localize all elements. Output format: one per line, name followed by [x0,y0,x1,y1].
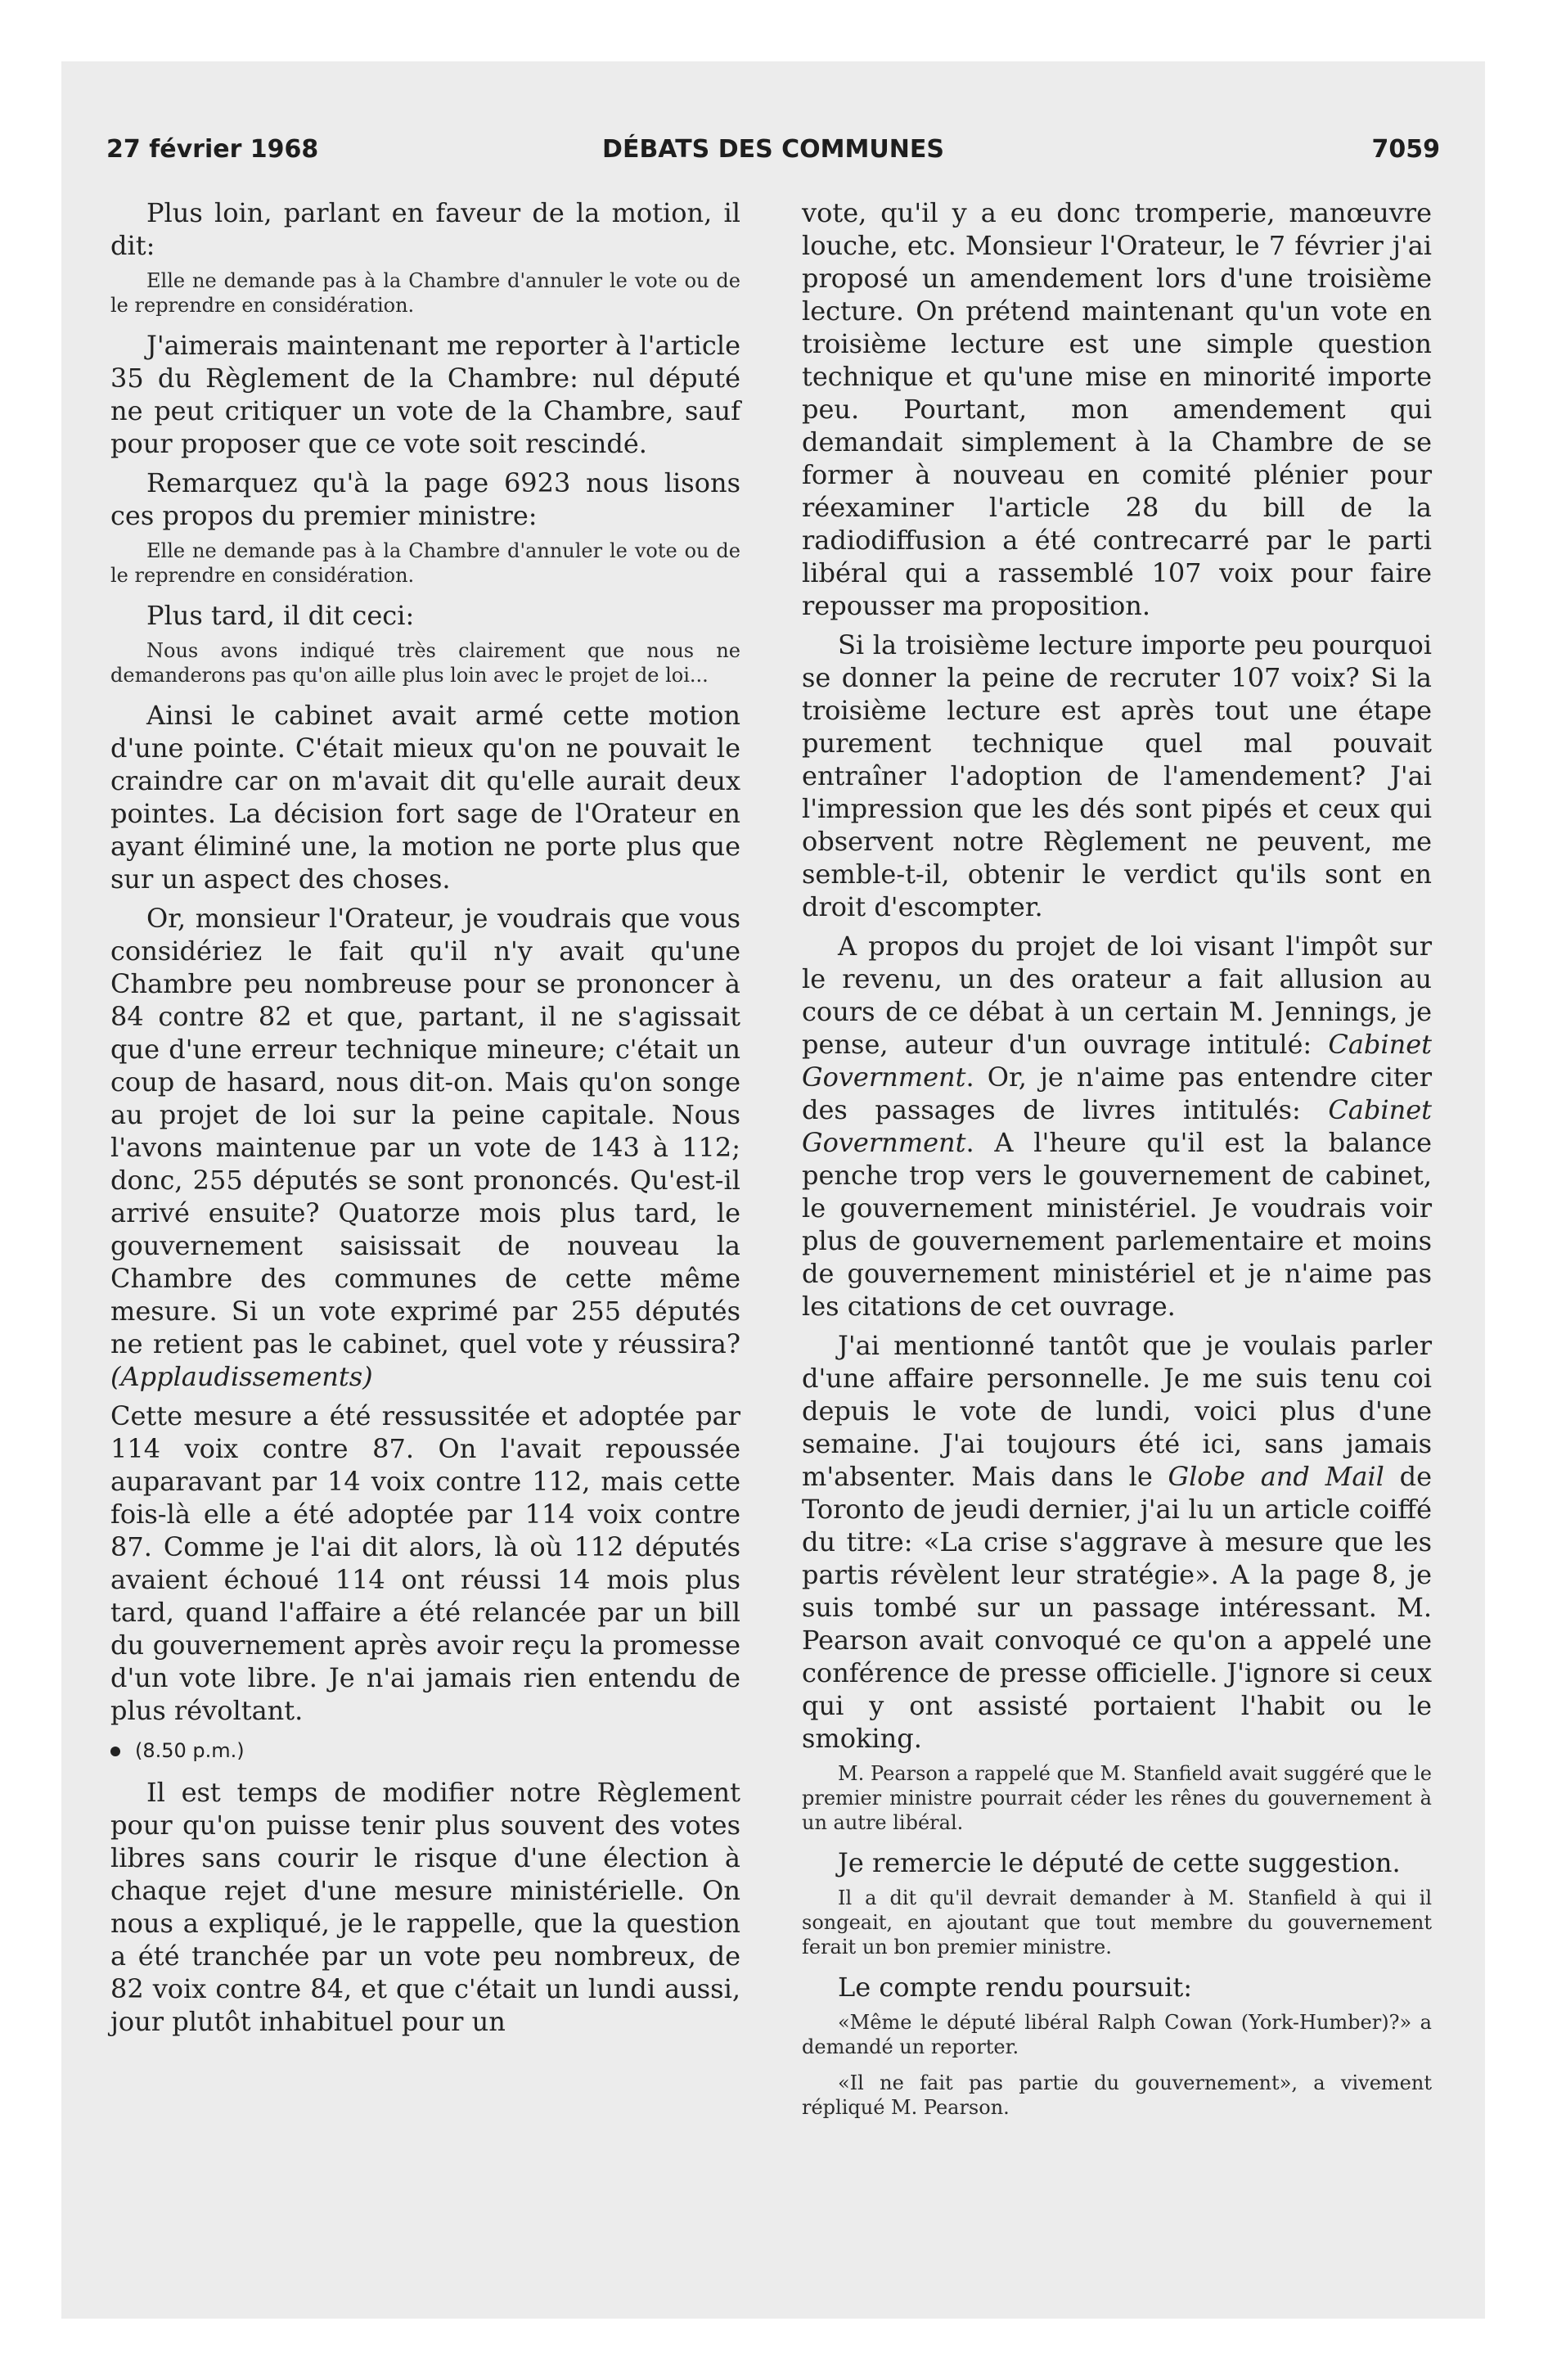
paragraph: Il est temps de modifier notre Règlement pour qu'on puisse tenir plus souvent des votes libres sans courir le risque d'une élection à chaque rejet d'une mesure ministérielle. On nous a expliqué, je le rappelle, que la question a été tranchée par un vote peu nombreux, de 82 voix contre 84, et que c'était un lundi aussi, jour plutôt inhabituel pour un [110,1777,740,2037]
paragraph-text: . Or, je n'aime pas entendre citer des passages de livres intitulés: [802,1062,1432,1125]
right-column [802,196,1432,2131]
timestamp [110,1738,740,1763]
book-title: Cabinet Government [802,1029,1433,1093]
quotation: Elle ne demande pas à la Chambre d'annuler le vote ou de le reprendre en considération. [110,269,740,317]
timestamp-text: (8.50 p.m.) [135,1739,245,1762]
applause-note: (Applaudissements) [110,1361,373,1392]
quotation: «Même le député libéral Ralph Cowan (York-Humber)?» a demandé un reporter. [802,2011,1432,2058]
header-title: DÉBATS DES COMMUNES [602,135,944,164]
page-header [106,135,1440,176]
paragraph: Je remercie le député de cette suggestion. [838,1847,1401,1878]
quotation: Il a dit qu'il devrait demander à M. Stanfield à qui il songeait, en ajoutant que tout membre du gouvernement ferait un bon premier ministre. [802,1886,1432,1959]
paragraph: Si la troisième lecture importe peu pourquoi se donner la peine de recruter 107 voix? Si la troisième lecture est après tout une étape purement technique quel mal pouvait entraîner l'adoption de l'amendement? J'ai l'impression que les dés sont pipés et ceux qui observent notre Règlement ne peuvent, me semble-t-il, obtenir le verdict qu'ils sont en droit d'escompter. [802,629,1432,922]
paragraph: Plus tard, il dit ceci: [146,600,415,631]
paragraph: vote, qu'il y a eu donc tromperie, manœuvre louche, etc. Monsieur l'Orateur, le 7 février j'ai proposé un amendement lors d'une troisième lecture. On prétend maintenant qu'un vote en troisième lecture est une simple question technique et qu'une mise en minorité importe peu. Pourtant, mon amendement qui demandait simplement à la Chambre de se former à nouveau en comité plénier pour réexaminer l'article 28 du bill de la radiodiffusion a été contrecarré par le parti libéral qui a rassemblé 107 voix pour faire repousser ma proposition. [802,197,1432,621]
paragraph-text: . A l'heure qu'il est la balance penche trop vers le gouvernement de cabinet, le gouvernement ministériel. Je voudrais voir plus de gouvernement parlementaire et moins de gouvernement ministériel et je n'aime pas les citations de cet ouvrage. [802,1127,1432,1322]
paragraph [802,1329,1432,1755]
paragraph-text: Or, monsieur l'Orateur, je voudrais que vous considériez le fait qu'il n'y avait qu'une Chambre peu nombreuse pour se prononcer à 84 contre 82 et que, partant, il ne s'agissait que d'une erreur technique mineure; c'était un coup de hasard, nous dit-on. Mais qu'on songe au projet de loi sur la peine capitale. Nous l'avons maintenue par un vote de 143 à 112; donc, 255 députés se sont prononcés. Qu'est-il arrivé ensuite? Quatorze mois plus tard, le gouvernement saisissait de nouveau la Chambre des communes de cette même mesure. Si un vote exprimé par 255 députés ne retient pas le cabinet, quel vote y réussira? [110,903,740,1359]
paragraph: Plus loin, parlant en faveur de la motion, il dit: [110,197,740,261]
document-page [61,61,1485,2319]
header-date: 27 février 1968 [106,135,319,164]
paragraph-text: J'ai mentionné tantôt que je voulais parler d'une affaire personnelle. Je me suis tenu coi depuis le vote de lundi, voici plus d'une semaine. J'ai toujours été ici, sans jamais m'absenter. Mais dans le [802,1330,1432,1492]
quotation: Elle ne demande pas à la Chambre d'annuler le vote ou de le reprendre en considération. [110,539,740,587]
paragraph [802,930,1432,1323]
paragraph [110,902,740,1393]
header-page-number: 7059 [1371,135,1440,164]
quotation: «Il ne fait pas partie du gouvernement», a vivement répliqué M. Pearson. [802,2071,1432,2119]
newspaper-title: Globe and Mail [1168,1461,1384,1492]
left-column [110,196,740,2044]
quotation: M. Pearson a rappelé que M. Stanfield avait suggéré que le premier ministre pourrait céder les rênes du gouvernement à un autre libéral. [802,1762,1432,1834]
bullet-icon [110,1747,120,1756]
book-title: Cabinet Government [802,1094,1432,1158]
paragraph-text: de Toronto de jeudi dernier, j'ai lu un article coiffé du titre: «La crise s'aggrave à mesure que les partis révèlent leur stratégie». A la page 8, je suis tombé sur un passage intéressant. M. Pearson avait convoqué ce qu'on a appelé une conférence de presse officielle. J'ignore si ceux qui y ont assisté portaient l'habit ou le smoking. [802,1461,1432,1754]
paragraph: Remarquez qu'à la page 6923 nous lisons ces propos du premier ministre: [110,467,740,531]
paragraph: J'aimerais maintenant me reporter à l'article 35 du Règlement de la Chambre: nul député ne peut critiquer un vote de la Chambre, sauf pour proposer que ce vote soit rescindé. [110,330,740,459]
paragraph-text: A propos du projet de loi visant l'impôt sur le revenu, un des orateur a fait allusion au cours de ce débat à un certain M. Jennings, je pense, auteur d'un ouvrage intitulé: [802,931,1432,1060]
paragraph: Cette mesure a été ressussitée et adoptée par 114 voix contre 87. On l'avait repoussée auparavant par 14 voix contre 112, mais cette fois-là elle a été adoptée par 114 voix contre 87. Comme je l'ai dit alors, là où 112 députés avaient échoué 114 ont réussi 14 mois plus tard, quand l'affaire a été relancée par un bill du gouvernement après avoir reçu la promesse d'un vote libre. Je n'ai jamais rien entendu de plus révoltant. [110,1400,740,1726]
quotation: Nous avons indiqué très clairement que nous ne demanderons pas qu'on aille plus loin avec le projet de loi... [110,639,740,687]
paragraph: Ainsi le cabinet avait armé cette motion d'une pointe. C'était mieux qu'on ne pouvait le craindre car on m'avait dit qu'elle aurait deux pointes. La décision fort sage de l'Orateur en ayant éliminé une, la motion ne porte plus que sur un aspect des choses. [110,700,740,895]
paragraph: Le compte rendu poursuit: [838,1972,1193,2003]
